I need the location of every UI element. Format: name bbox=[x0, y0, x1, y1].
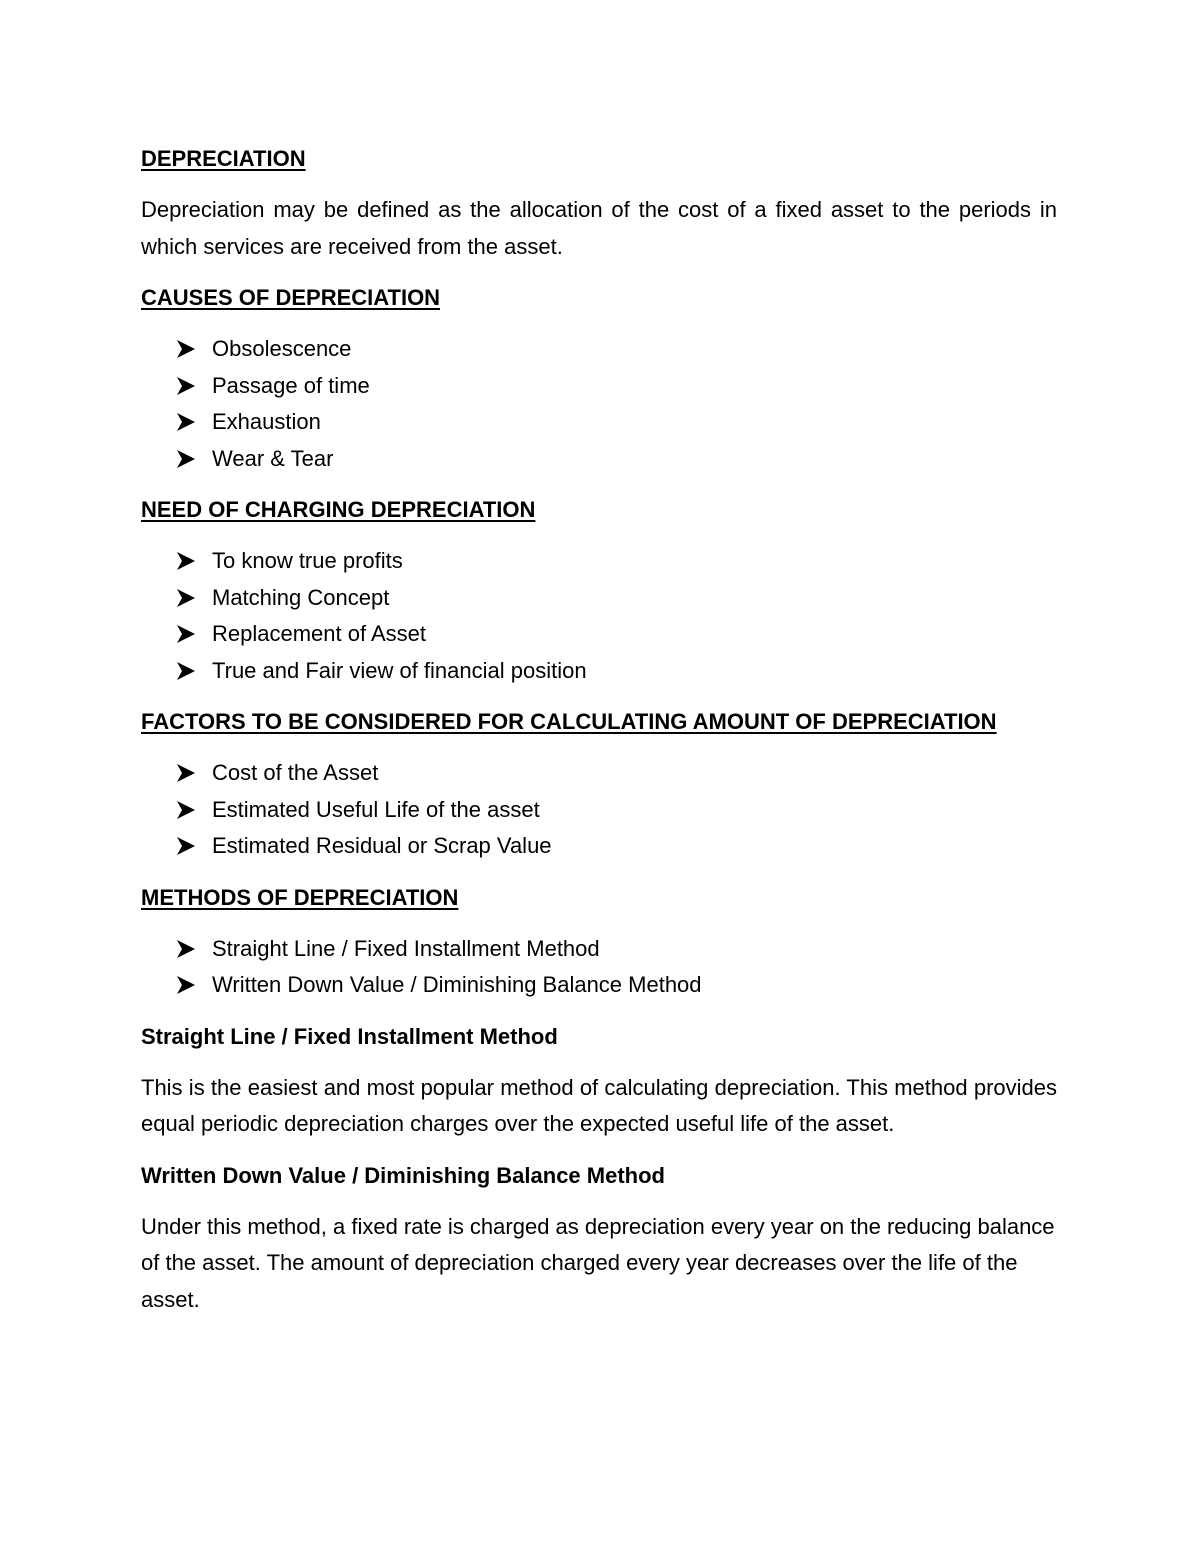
list-item-text: Cost of the Asset bbox=[212, 760, 379, 785]
list-item bbox=[176, 368, 1057, 405]
list-item bbox=[176, 543, 1057, 580]
list-item bbox=[176, 616, 1057, 653]
list-item-text: Obsolescence bbox=[212, 336, 352, 361]
causes-list bbox=[141, 331, 1057, 477]
list-item-text: True and Fair view of financial position bbox=[212, 657, 587, 683]
heading-factors: FACTORS TO BE CONSIDERED FOR CALCULATING AMOUNT OF DEPRECIATION bbox=[141, 709, 997, 734]
list-item bbox=[176, 792, 1057, 829]
arrowhead-bullet-icon bbox=[176, 404, 212, 440]
list-item bbox=[176, 828, 1057, 865]
arrowhead-bullet-icon bbox=[176, 580, 212, 616]
arrowhead-bullet-icon bbox=[176, 653, 212, 689]
factors-list bbox=[141, 755, 1057, 865]
heading-wdv: Written Down Value / Diminishing Balance Method bbox=[141, 1162, 665, 1188]
heading-depreciation: DEPRECIATION bbox=[141, 146, 306, 171]
arrowhead-bullet-icon bbox=[176, 368, 212, 404]
methods-list bbox=[141, 931, 1057, 1004]
arrowhead-bullet-icon bbox=[176, 331, 212, 367]
straight-line-paragraph: This is the easiest and most popular method of calculating depreciation. This method provides equal periodic depreciation charges over the expected useful life of the asset. bbox=[141, 1074, 1057, 1136]
list-item bbox=[176, 967, 1057, 1004]
list-item bbox=[176, 331, 1057, 368]
list-item bbox=[176, 755, 1057, 792]
document-page bbox=[141, 141, 1057, 1333]
list-item bbox=[176, 653, 1057, 690]
arrowhead-bullet-icon bbox=[176, 616, 212, 652]
list-item-text: Estimated Residual or Scrap Value bbox=[212, 833, 552, 858]
list-item-text: Replacement of Asset bbox=[212, 621, 427, 646]
list-item bbox=[176, 441, 1057, 478]
heading-need: NEED OF CHARGING DEPRECIATION bbox=[141, 497, 536, 522]
arrowhead-bullet-icon bbox=[176, 792, 212, 828]
list-item-text: Estimated Useful Life of the asset bbox=[212, 796, 540, 822]
arrowhead-bullet-icon bbox=[176, 441, 212, 477]
heading-causes: CAUSES OF DEPRECIATION bbox=[141, 285, 441, 310]
list-item-text: Straight Line / Fixed Installment Method bbox=[212, 935, 600, 961]
heading-methods: METHODS OF DEPRECIATION bbox=[141, 884, 459, 910]
list-item-text: Matching Concept bbox=[212, 584, 390, 610]
list-item-text: Exhaustion bbox=[212, 409, 321, 434]
list-item-text: Written Down Value / Diminishing Balance Method bbox=[212, 972, 702, 997]
arrowhead-bullet-icon bbox=[176, 543, 212, 579]
list-item bbox=[176, 580, 1057, 617]
list-item-text: Passage of time bbox=[212, 372, 370, 398]
arrowhead-bullet-icon bbox=[176, 755, 212, 791]
list-item bbox=[176, 931, 1057, 968]
need-list bbox=[141, 543, 1057, 689]
arrowhead-bullet-icon bbox=[176, 828, 212, 864]
list-item-text: Wear & Tear bbox=[212, 445, 334, 471]
list-item bbox=[176, 404, 1057, 441]
arrowhead-bullet-icon bbox=[176, 967, 212, 1003]
heading-straight-line: Straight Line / Fixed Installment Method bbox=[141, 1023, 558, 1049]
arrowhead-bullet-icon bbox=[176, 931, 212, 967]
list-item-text: To know true profits bbox=[212, 548, 403, 573]
definition-paragraph: Depreciation may be defined as the allocation of the cost of a fixed asset to the periods in which services are received from the asset. bbox=[141, 197, 1057, 259]
wdv-paragraph: Under this method, a fixed rate is charged as depreciation every year on the reducing balance of the asset. The amount of depreciation charged every year decreases over the life of the asset. bbox=[141, 1213, 1055, 1312]
